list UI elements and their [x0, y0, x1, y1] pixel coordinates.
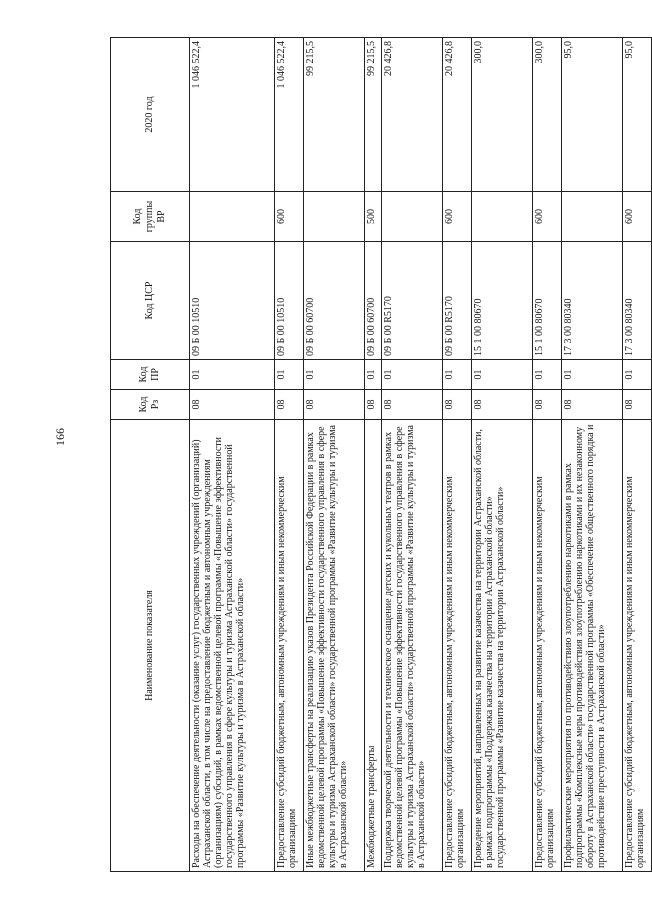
- row-pr: 01: [275, 360, 304, 390]
- row-name: Поддержка творческой деятельности и техническое оснащение детских и кукольных театров в рамках ведомственной целевой программы «Повышение эффективности государственного управления в сфере культуры и туризма Астраханской области» государственной программы «Развитие культуры и туризма в Астраханской области»: [382, 420, 443, 872]
- table-row: [190, 38, 275, 872]
- row-csr: 09 Б 00 10510: [190, 242, 275, 360]
- table-row: [472, 38, 533, 872]
- table-row: [562, 38, 623, 872]
- row-name: Предоставление субсидий бюджетным, автономным учреждениям и иным некоммерческим организациям: [533, 420, 562, 872]
- row-pr: 01: [562, 360, 623, 390]
- table-row: [275, 38, 304, 872]
- row-rz: 08: [275, 390, 304, 420]
- row-name: Предоставление субсидий бюджетным, автономным учреждениям и иным некоммерческим организациям: [443, 420, 472, 872]
- table-row: [623, 38, 652, 872]
- row-name: Межбюджетные трансферты: [365, 420, 382, 872]
- row-rz: 08: [304, 390, 365, 420]
- budget-table: [110, 37, 652, 872]
- row-rz: 08: [443, 390, 472, 420]
- row-rz: 08: [472, 390, 533, 420]
- row-csr: 09 Б 00 10510: [275, 242, 304, 360]
- row-pr: 01: [190, 360, 275, 390]
- row-rz: 08: [382, 390, 443, 420]
- row-rz: 08: [623, 390, 652, 420]
- table-row: [304, 38, 365, 872]
- row-pr: 01: [533, 360, 562, 390]
- header-rz: Код Рз: [111, 390, 190, 420]
- row-amount: 1 046 522,4: [275, 38, 304, 192]
- row-vr: 600: [443, 192, 472, 242]
- row-vr: 500: [365, 192, 382, 242]
- row-name: Расходы на обеспечение деятельности (оказание услуг) государственных учреждений (организаций) Астраханской области, в том числе на предоставление бюджетным и автономным учреждениям (организациям) субсидий, в рамках ведомственной целевой программы «Повышение эффективности государственного управления в сфере культуры и туризма Астраханской области» государственной программы «Развитие культуры и туризма в Астраханской области»: [190, 420, 275, 872]
- row-csr: 09 Б 00 R5170: [382, 242, 443, 360]
- row-name: Иные межбюджетные трансферты на реализацию указов Президента Российской Федерации в рамках ведомственной целевой программы «Повышение эффективности государственного управления в сфере культуры и туризма Астраханской области» государственной программы «Развитие культуры и туризма в Астраханской области»: [304, 420, 365, 872]
- row-pr: 01: [472, 360, 533, 390]
- row-csr: 17 3 00 80340: [562, 242, 623, 360]
- row-rz: 08: [533, 390, 562, 420]
- row-rz: 08: [365, 390, 382, 420]
- row-amount: 300,0: [472, 38, 533, 192]
- header-year: 2020 год: [111, 38, 190, 192]
- table-row: [533, 38, 562, 872]
- row-vr: [382, 192, 443, 242]
- header-csr: Код ЦСР: [111, 242, 190, 360]
- row-vr: 600: [275, 192, 304, 242]
- row-csr: 09 Б 00 60700: [304, 242, 365, 360]
- row-amount: 20 426,8: [382, 38, 443, 192]
- row-name: Проведение мероприятий, направленных на развитие казачества на территории Астраханской области, в рамках подпрограммы «Поддержка казачества на территории Астраханской области» государственной программы «Развитие казачества на территории Астраханской области»: [472, 420, 533, 872]
- row-amount: 20 426,8: [443, 38, 472, 192]
- row-vr: 600: [533, 192, 562, 242]
- header-pr: Код ПР: [111, 360, 190, 390]
- row-pr: 01: [623, 360, 652, 390]
- row-csr: 15 1 00 80670: [472, 242, 533, 360]
- row-name: Предоставление субсидий бюджетным, автономным учреждениям и иным некоммерческим организациям: [623, 420, 652, 872]
- row-pr: 01: [365, 360, 382, 390]
- row-rz: 08: [190, 390, 275, 420]
- header-vr: Код группы ВР: [111, 192, 190, 242]
- row-amount: 95,0: [623, 38, 652, 192]
- row-vr: [190, 192, 275, 242]
- row-vr: 600: [623, 192, 652, 242]
- row-csr: 17 3 00 80340: [623, 242, 652, 360]
- table-row: [365, 38, 382, 872]
- header-name: Наименование показателя: [111, 420, 190, 872]
- row-rz: 08: [562, 390, 623, 420]
- row-name: Профилактические мероприятия по противодействию злоупотреблению наркотиками в рамках подпрограммы «Комплексные меры противодействия злоупотреблению наркотиками и их незаконному обороту в Астраханской области» государственной программы «Обеспечение общественного порядка и противодействие преступности в Астраханской области»: [562, 420, 623, 872]
- row-vr: [562, 192, 623, 242]
- row-amount: 99 215,5: [365, 38, 382, 192]
- rotated-table-wrapper: [110, 38, 646, 872]
- row-csr: 09 Б 00 R5170: [443, 242, 472, 360]
- row-amount: 1 046 522,4: [190, 38, 275, 192]
- row-pr: 01: [304, 360, 365, 390]
- row-amount: 95,0: [562, 38, 623, 192]
- row-vr: [304, 192, 365, 242]
- table-row: [443, 38, 472, 872]
- row-amount: 99 215,5: [304, 38, 365, 192]
- table-header-row: [111, 38, 190, 872]
- row-pr: 01: [443, 360, 472, 390]
- row-vr: [472, 192, 533, 242]
- row-csr: 09 Б 00 60700: [365, 242, 382, 360]
- row-amount: 300,0: [533, 38, 562, 192]
- row-name: Предоставление субсидий бюджетным, автономным учреждениям и иным некоммерческим организациям: [275, 420, 304, 872]
- row-pr: 01: [382, 360, 443, 390]
- table-row: [382, 38, 443, 872]
- row-csr: 15 1 00 80670: [533, 242, 562, 360]
- page-number: 166: [53, 428, 67, 446]
